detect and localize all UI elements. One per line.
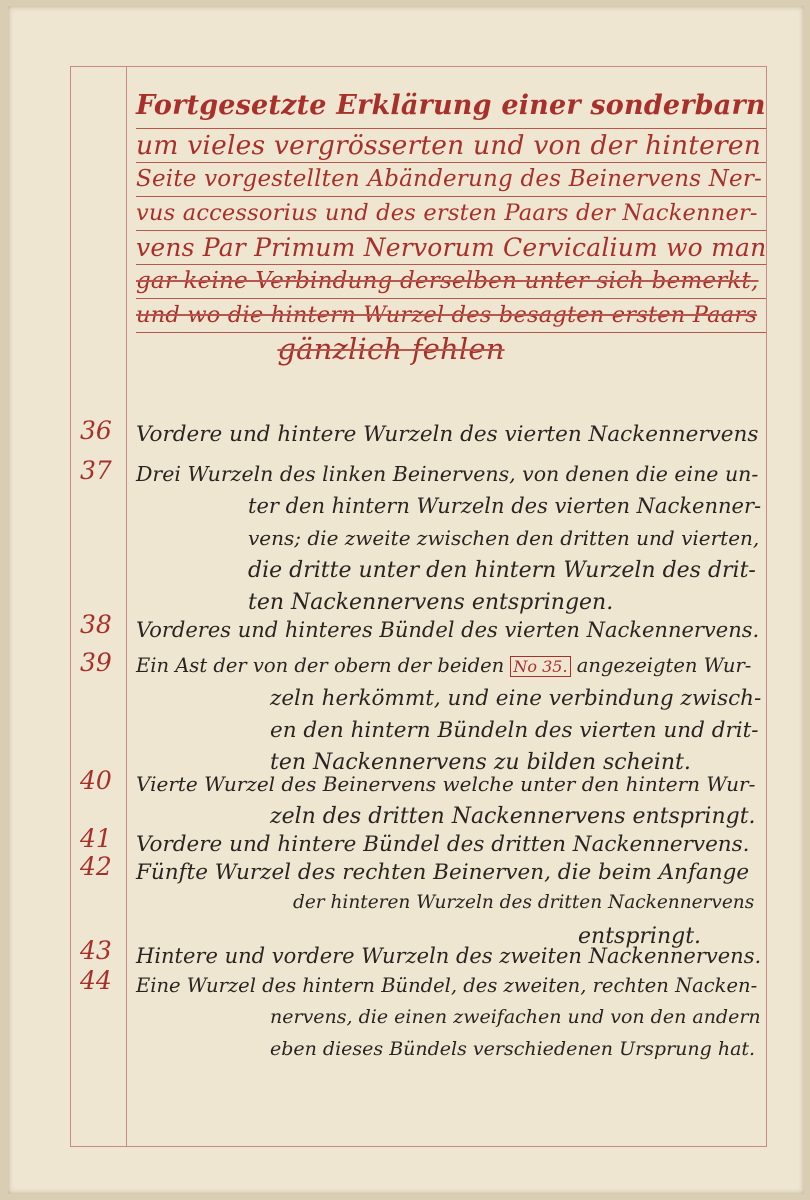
manuscript-page [8, 6, 804, 1194]
heading-line: und wo die hintern Wurzel des besagten ersten Paars [136, 299, 766, 333]
entry-line: Fünfte Wurzel des rechten Beinerven, die beim Anfange [136, 860, 750, 885]
heading-line: um vieles vergrösserten und von der hinteren [136, 129, 766, 163]
entry-line: Vordere und hintere Bündel des dritten Nackennervens. [136, 832, 750, 857]
entry-line: Hintere und vordere Wurzeln des zweiten Nackennervens. [136, 944, 762, 968]
entry-number: 39 [80, 648, 112, 677]
entry-line: en den hintern Bündeln des vierten und drit- [270, 718, 759, 743]
entry-number: 37 [80, 456, 112, 485]
entry-line-end: angezeigten Wur- [576, 654, 752, 677]
entry-line: Vierte Wurzel des Beinervens welche unter den hintern Wur- [136, 772, 756, 796]
heading-line: gar keine Verbindung derselben unter sich bemerkt, [136, 265, 766, 299]
heading-line: Seite vorgestellten Abänderung des Beinervens Ner- [136, 163, 766, 197]
top-margin-rule [70, 66, 767, 67]
entry-line: Vordere und hintere Wurzeln des vierten Nackennervens [136, 422, 759, 447]
page-heading [136, 84, 766, 366]
right-margin-rule [766, 66, 767, 1146]
entry-number: 42 [80, 852, 112, 881]
entry-number: 43 [80, 936, 112, 965]
entry-line: eben dieses Bündels verschiedenen Ursprung hat. [270, 1038, 756, 1060]
heading-line: Fortgesetzte Erklärung einer sonderbarn [136, 84, 766, 129]
entry-line: Eine Wurzel des hintern Bündel, des zweiten, rechten Nacken- [136, 974, 758, 997]
entry-line: vens; die zweite zwischen den dritten und vierten, [248, 526, 760, 550]
heading-line: vens Par Primum Nervorum Cervicalium wo man [136, 231, 766, 265]
entry-line: nervens, die einen zweifachen und von den andern [270, 1006, 761, 1028]
entry-line-start: Ein Ast der von der obern der beiden [136, 654, 505, 677]
entry-line: der hinteren Wurzeln des dritten Nackennervens [293, 892, 755, 913]
heading-line: gänzlich fehlen [277, 332, 505, 366]
entry-line: Drei Wurzeln des linken Beinervens, von denen die eine un- [136, 462, 759, 486]
entry-line: Vorderes und hinteres Bündel des vierten Nackennervens. [136, 618, 760, 642]
entry-line: zeln des dritten Nackennervens entspringt. [270, 804, 756, 829]
number-column-rule [126, 66, 127, 1146]
left-margin-rule [70, 66, 71, 1146]
entry-line: ten Nackennervens zu bilden scheint. [270, 750, 691, 775]
entry-number: 38 [80, 610, 112, 639]
entry-line: entspringt. [578, 924, 702, 949]
entry-line: zeln herkömmt, und eine verbindung zwisch- [270, 686, 762, 711]
entry-number: 41 [80, 824, 112, 853]
bottom-margin-rule [70, 1146, 767, 1147]
entry-line [136, 654, 751, 677]
cross-reference-box: No 35. [510, 656, 570, 677]
entry-number: 44 [80, 966, 112, 995]
entry-line: ten Nackennervens entspringen. [248, 590, 614, 615]
entry-line: die dritte unter den hintern Wurzeln des drit- [248, 558, 756, 583]
entry-number: 36 [80, 416, 112, 445]
entry-number: 40 [80, 766, 112, 795]
heading-line: vus accessorius und des ersten Paars der Nackenner- [136, 197, 766, 231]
entry-line: ter den hintern Wurzeln des vierten Nackenner- [248, 494, 762, 518]
